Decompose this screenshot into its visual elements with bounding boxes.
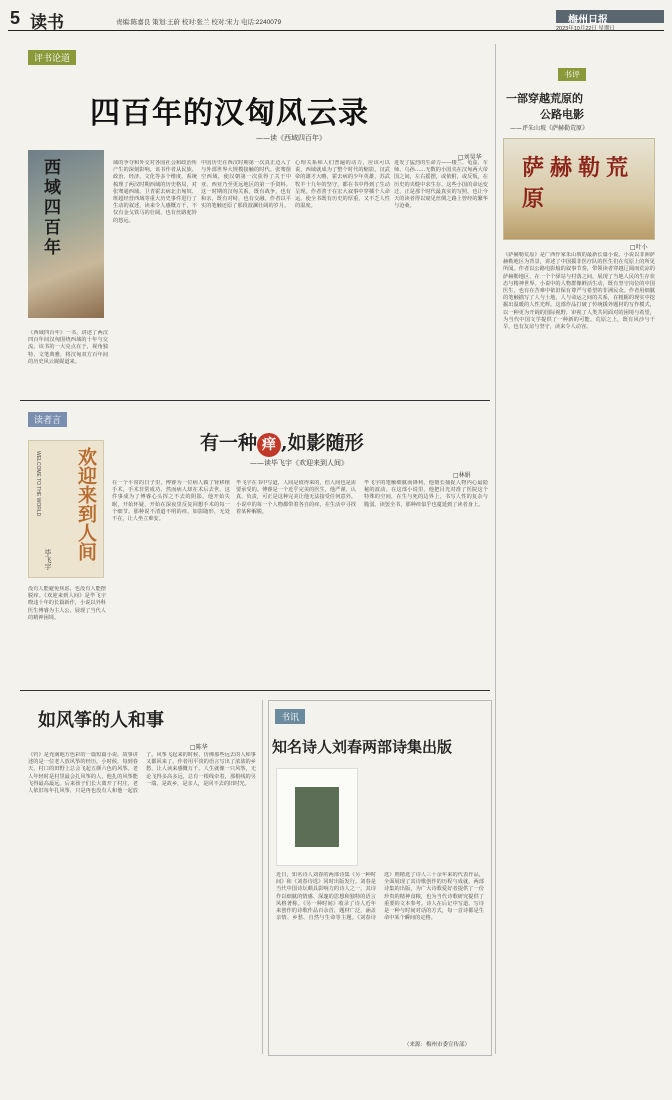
review-title-line2: 公路电影	[540, 108, 584, 121]
article2-col1: 在一个平常的日子里，傅睿为一位病人做了肾移植手术，手术非常成功，然而病人却在术后去世。这件事成为了傅睿心头挥之不去的阴影。他开始失眠，开始怀疑，开始在深夜里反复回想手术的每一个细节。那种说不清道不明的痒，如影随形，无处不在，让人坐立难安。	[112, 480, 230, 523]
article2-col2: 毕飞宇在书中写道，人间是值得来的，但人间也是需要承受的。傅睿是一个近乎完美的医生，他严谨、认真、负责，可正是这种完美让他无法接受任何意外。小说中的每一个人物都带着各自的痒，在生活中寻找着某种解脱。	[236, 480, 356, 515]
review-title-line1: 一部穿越荒原的	[506, 92, 583, 105]
section-divider	[20, 690, 490, 691]
column-divider	[262, 700, 263, 1054]
book-cover-title: 萨赫勒荒原	[522, 155, 635, 212]
review-author: □叶小	[630, 244, 648, 251]
article2-col3: 毕飞宇的笔触细腻而锋利，他擅长捕捉人物内心最隐秘的波动。在这部小说里，他把目光对准了医院这个特殊的空间，在生与死的边界上，书写人性的复杂与脆弱。读罢全书，那种痒似乎也蔓延到了读者身上。	[364, 480, 488, 508]
book-cover-poetry	[276, 768, 358, 866]
book-cover-english: WELCOME TO THE WORLD	[35, 451, 41, 517]
column-divider	[495, 44, 496, 1054]
article4-source: （来源：梅州市委宣传部）	[404, 1042, 471, 1048]
article1-title: 四百年的汉匈风云录	[90, 96, 369, 131]
article4-title: 知名诗人刘春两部诗集出版	[272, 738, 453, 756]
section-divider	[20, 400, 490, 401]
section-tag-readers: 读者言	[28, 412, 67, 427]
book-cover-title: 欢迎来到人间	[75, 447, 97, 561]
title-part-2: ,如影随形	[281, 432, 364, 454]
article3-title: 如风筝的人和事	[38, 710, 164, 731]
section-name: 读书	[30, 13, 64, 32]
section-tag-book-review: 书评	[558, 68, 586, 81]
page-number: 5	[10, 8, 21, 28]
newspaper-name: 梅州日报	[568, 15, 608, 26]
poetry-book-icon	[295, 787, 339, 847]
article1-col2: 中国历史在西汉时期第一次真正迈入了与外部世界大规模接触的时代。张骞凿空西域，使汉朝第一次获得了关于中亚、西亚乃至更远地区的第一手资料。这一时期的汉匈关系，既有战争，也有和亲，既有对峙，也有交融。作者以平实的笔触还原了那段波澜壮阔的岁月。	[201, 160, 291, 210]
review-body: 《萨赫勒荒原》是广西作家朱山坡的最新长篇小说。小说以非洲萨赫勒地区为背景，讲述了中国援非医疗队的医生们在荒原上的所见所闻。作者以公路电影般的叙事节奏，带领读者穿越辽阔而荒凉的萨赫勒地区，在一个个驿站与村落之间，展现了当地人民的生存状态与精神世界。小说中的人物群像鲜活生动，既有坚守岗位的中国医生，也有在苦难中依旧保有尊严与希望的非洲民众。作者用细腻的笔触描写了人与土地、人与命运之间的关系，在粗粝的现实中挖掘出温暖的人性光辉。这部作品打破了传统援外题材的写作模式，以一种更为开阔的国际视野，审视了人类共同面对的困境与希望，为当代中国文学提供了一种新的可能。荒原之上，既有风沙与干旱，也有友谊与坚守，读来令人动容。	[503, 252, 655, 331]
masthead	[8, 8, 664, 31]
book-cover-sahel	[503, 138, 655, 240]
article1-col4: 进发了猛烈的生命力——楼兰、龟兹、车师、乌孙……无数的小国夹在汉匈两大帝国之间，左右摇摆，或依附，或反叛，在历史的夹缝中求生存。这些小国的命运变迁，正是那个时代最真实的写照，也让今天的读者得以窥见丝绸之路上曾经的繁华与沧桑。	[394, 160, 488, 210]
article3-author: □陈华	[190, 744, 208, 751]
credits: 责编:陈嘉良 策划:王蔚 校对:张兰 校对:宋力 电话:2240079	[116, 19, 282, 26]
article1-col3: 心理关系和人们普遍的动力，应该可以说，西域就成为了整个时代的缩影。汉武帝的雄才大略，霍去病的少年英雄，苏武牧羊十九年的坚守，都在书中得到了生动呈现。作者善于在宏大叙事中穿插个人命运，使全书既有历史的厚重，又不乏人性的温度。	[295, 160, 390, 210]
book-cover-author: 毕飞宇	[44, 549, 52, 570]
section-tag-book-news: 书讯	[275, 709, 305, 724]
article2-subtitle: ——读毕飞宇《欢迎来到人间》	[250, 459, 348, 467]
title-highlight: 痒	[257, 433, 281, 457]
article1-col1: 域的争夺和外交对各国社会和政治所产生的深刻影响。该书作者从民族、政治、经济、文化等多个维度，系统梳理了两汉时期西域的历史格局，对张骞通西域、卫青霍去病北击匈奴、班超经营西域等重大历史事件进行了生动的叙述，读来令人感慨万千，不仅有金戈铁马的壮阔，也有丝路驼铃的悠远。	[113, 160, 197, 224]
review-subtitle: ——评朱山坡《萨赫勒荒原》	[510, 125, 589, 132]
article4-body: 近日，知名诗人刘春的两部诗集《另一种时间》和《刘春诗选》同时出版发行。刘春是当代中国诗坛颇具影响力的诗人之一，其诗作以细腻的情感、深邃的思想和独特的语言风格著称。《另一种时间》收录了诗人近年来创作的诗歌作品百余首，题材广泛，涵盖亲情、乡愁、自然与生命等主题。《刘春诗选》则精选了诗人三十余年来的代表作品，全面展现了其诗歌创作的历程与成就。两部诗集的出版，为广大诗歌爱好者提供了一份珍贵的精神食粮，也为当代诗歌研究提供了重要的文本参考。诗人在后记中写道，写诗是一种与时间对话的方式，每一首诗都是生命中某个瞬间的定格。	[276, 872, 484, 922]
title-part-1: 有一种	[200, 432, 258, 454]
article3-body: 《钓》是充满地方色彩的一篇短篇小说。故事讲述的是一位老人放风筝的经历。小时候，每到春天，村口的田野上总会飞起五颜六色的风筝。老人年轻时是村里最会扎风筝的人，他扎的风筝能飞得最高最远。后来孩子们长大离开了村庄，老人依旧每年扎风筝，只是再也没有人和他一起放了。风筝飞起来的时候，仿佛那些远去的人和事又都回来了。作者用平淡的语言写出了浓浓的乡愁，让人读来感慨万千。人生就像一只风筝，无论飞得多高多远，总有一根线牵着，那根线的另一端，是故乡，是亲人，是回不去的旧时光。	[28, 752, 256, 795]
article1-author: □刘昊华	[458, 154, 482, 161]
book-cover-welcome	[28, 440, 104, 578]
article2-author: □林娟	[453, 472, 471, 479]
book-cover-xiyu	[28, 150, 104, 318]
issue-date: 2023年10月22日 星期日	[556, 26, 615, 32]
section-tag-review: 评书论道	[28, 50, 76, 65]
article2-title	[200, 428, 364, 457]
newspaper-logo	[556, 10, 664, 26]
book-cover-title: 西域四百年	[44, 158, 61, 258]
article1-subtitle: ——读《西域四百年》	[256, 134, 326, 142]
article1-caption: 《西域四百年》一书，讲述了两汉四百年间汉匈围绕西域的十年与交流。该书的一大亮点在于，视角独特、文笔典雅，将汉匈双方百年间的历史风云娓娓道来。	[28, 330, 108, 365]
article2-caption: 没有人能避免焦虑，也没有人能摆脱痒。《欢迎来到人间》是毕飞宇暌违十年的长篇新作，小说以外科医生傅睿为主人公，展现了当代人的精神困境。	[28, 586, 106, 621]
